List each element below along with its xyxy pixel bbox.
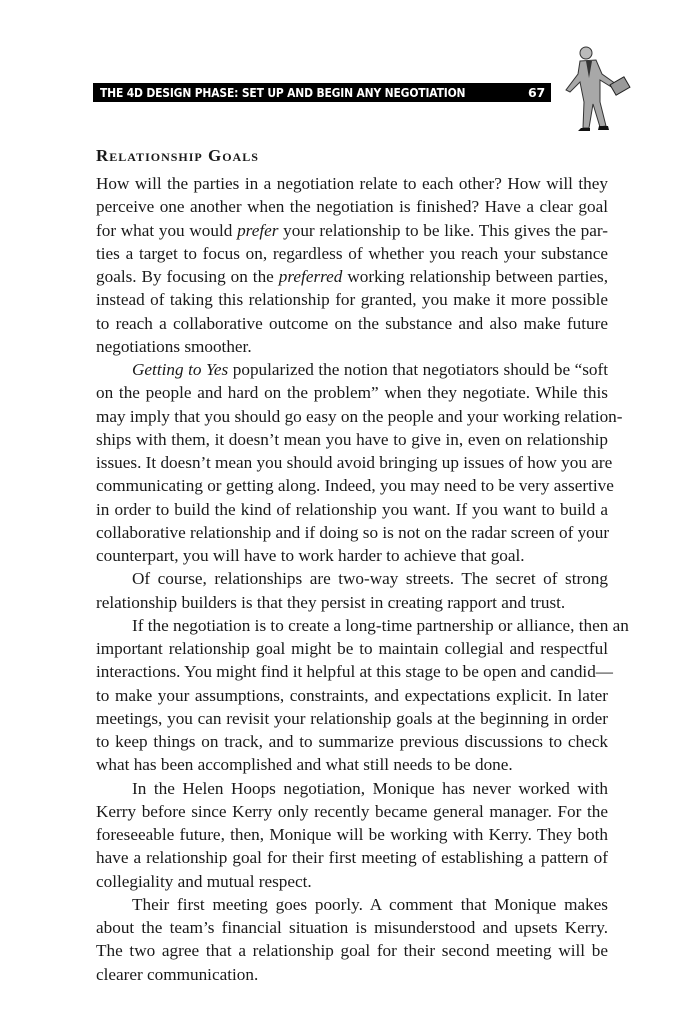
paragraph: [96, 777, 608, 893]
text-segment: perceive one another when the negotiation is finished? Have a clear goal: [96, 197, 608, 217]
text-segment: for what you would: [96, 220, 238, 240]
text-line: [96, 730, 608, 753]
text-line: [96, 381, 608, 404]
paragraph: [96, 567, 608, 614]
text-segment: to reach a collaborative outcome on the substance and also make future: [96, 313, 608, 333]
text-segment: In the Helen Hoops negotiation, Monique has never worked with: [132, 778, 608, 798]
text-line: [96, 777, 608, 800]
italic-text: Getting to Yes: [132, 360, 229, 379]
text-segment: counterpart, you will have to work harder to achieve that goal.: [96, 546, 525, 565]
text-segment: Of course, relationships are two-way streets. The secret of strong: [132, 569, 608, 589]
text-line: [96, 823, 608, 846]
text-segment: ships with them, it doesn’t mean you have to give in, even on relationship: [96, 429, 608, 449]
text-segment: important relationship goal might be to maintain collegial and respectful: [96, 639, 608, 658]
text-line: [96, 591, 608, 614]
text-line: [96, 265, 608, 288]
running-head: [93, 83, 551, 102]
text-segment: popularized the notion that negotiators should be “soft: [228, 360, 608, 379]
text-segment: ties a target to focus on, regardless of whether you reach your substance: [96, 243, 608, 263]
running-head-title: THE 4D DESIGN PHASE: SET UP AND BEGIN ANY NEGOTIATION: [100, 85, 466, 100]
text-line: [96, 753, 608, 776]
text-segment: in order to build the kind of relationship you want. If you want to build a: [96, 499, 608, 519]
text-line: [96, 567, 608, 590]
paragraph: [96, 893, 608, 986]
paragraph: [96, 358, 623, 567]
text-segment: to make your assumptions, constraints, and expectations explicit. In later: [96, 685, 608, 705]
text-segment: working relationship between parties,: [342, 267, 609, 286]
text-segment: clearer communication.: [96, 964, 259, 984]
text-segment: collegiality and mutual respect.: [96, 871, 312, 891]
text-segment: Kerry before since Kerry only recently became general manager. For the: [96, 801, 608, 821]
text-segment: to keep things on track, and to summarize previous discussions to check: [96, 732, 608, 751]
paragraph: [96, 614, 629, 777]
text-segment: Their first meeting goes poorly. A comment that Monique makes: [132, 894, 608, 914]
text-segment: instead of taking this relationship for granted, you make it more possible: [96, 290, 608, 310]
body-text: [96, 172, 629, 986]
text-line: [96, 335, 608, 358]
text-segment: negotiations smoother.: [96, 336, 252, 356]
italic-text: prefer: [237, 220, 279, 240]
text-segment: collaborative relationship and if doing so is not on the radar screen of your: [96, 522, 610, 542]
text-line: [96, 939, 608, 962]
text-line: [96, 614, 629, 637]
text-line: [96, 521, 608, 544]
text-segment: your relationship to be like. This gives the par-: [278, 220, 609, 240]
text-segment: How will the parties in a negotiation relate to each other? How will they: [96, 174, 608, 193]
text-line: [96, 800, 608, 823]
text-line: [96, 916, 608, 939]
text-line: [96, 846, 608, 869]
text-line: [96, 195, 608, 218]
text-line: [96, 684, 608, 707]
text-segment: have a relationship goal for their first meeting of establishing a pattern of: [96, 848, 608, 868]
text-segment: If the negotiation is to create a long-time partnership or alliance, then an: [132, 615, 629, 635]
text-line: [96, 963, 608, 986]
text-segment: what has been accomplished and what still needs to be done.: [96, 755, 513, 775]
text-line: [96, 707, 608, 730]
section-heading: Relationship Goals: [96, 146, 259, 165]
text-segment: issues. It doesn’t mean you should avoid bringing up issues of how you are: [96, 453, 613, 472]
text-segment: The two agree that a relationship goal for their second meeting will be: [96, 941, 608, 961]
text-line: [96, 219, 608, 242]
text-line: [96, 498, 608, 521]
text-line: [96, 288, 608, 311]
text-line: [96, 358, 608, 381]
text-line: [96, 172, 608, 195]
page-number: 67: [528, 85, 545, 100]
text-line: [96, 312, 608, 335]
businessman-with-briefcase-illustration: [556, 44, 642, 134]
text-segment: interactions. You might find it helpful at this stage to be open and candid—: [96, 662, 613, 682]
italic-text: preferred: [278, 267, 343, 286]
text-line: [96, 544, 608, 567]
paragraph: [96, 172, 608, 358]
text-segment: meetings, you can revisit your relationship goals at the beginning in order: [96, 708, 608, 728]
text-line: [96, 242, 608, 265]
text-segment: may imply that you should go easy on the people and your working relation-: [96, 406, 623, 426]
text-segment: foreseeable future, then, Monique will be working with Kerry. They both: [96, 825, 608, 844]
text-line: [96, 870, 608, 893]
text-line: [96, 405, 623, 428]
text-segment: relationship builders is that they persist in creating rapport and trust.: [96, 592, 566, 612]
text-segment: on the people and hard on the problem” when they negotiate. While this: [96, 383, 608, 403]
text-segment: goals. By focusing on the: [96, 267, 279, 286]
text-line: [96, 893, 608, 916]
text-segment: about the team’s financial situation is misunderstood and upsets Kerry.: [96, 918, 608, 937]
text-line: [96, 428, 608, 451]
text-line: [96, 637, 608, 660]
text-segment: communicating or getting along. Indeed, you may need to be very assertive: [96, 476, 614, 496]
text-line: [96, 474, 614, 497]
text-line: [96, 660, 613, 683]
text-line: [96, 451, 613, 474]
